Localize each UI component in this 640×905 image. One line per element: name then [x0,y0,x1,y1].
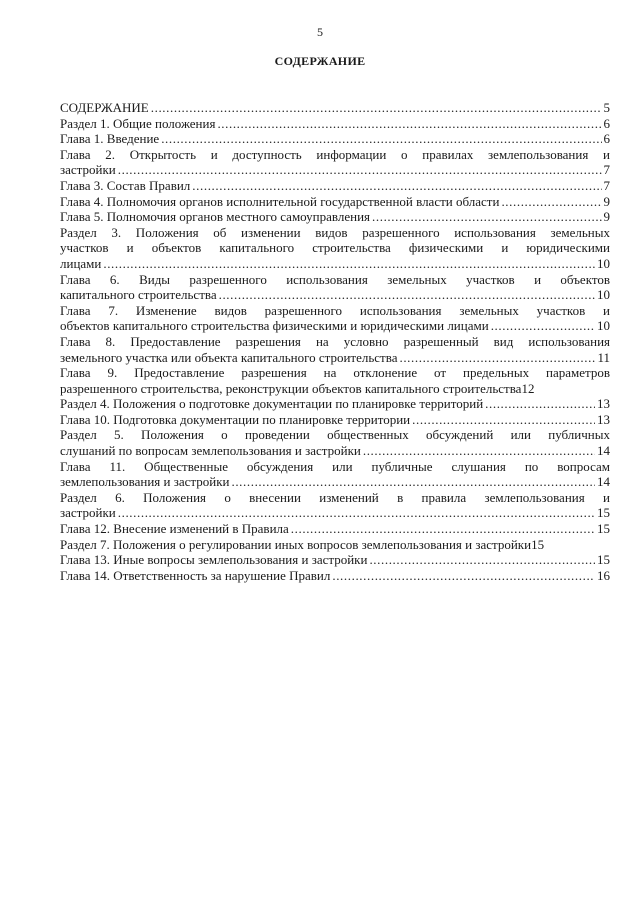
toc-entry[interactable] [60,131,610,147]
toc-entry-title-line: Раздел 5. Положения о проведении общественных обсуждений или публичных [60,427,610,443]
toc-entry[interactable] [60,194,610,210]
dotted-leader [118,162,602,178]
dotted-leader [501,194,601,210]
toc-entry-title-line: лицами [60,255,102,271]
toc-entry-title-line: землепользования и застройки [60,474,230,490]
toc-entry-title-line: земельного участка или объекта капитального строительства [60,349,398,365]
toc-entry[interactable] [60,552,610,568]
dotted-leader [231,474,595,490]
toc-entry-page: 5 [603,100,610,115]
toc-entry[interactable] [60,427,610,458]
toc-entry-page: 6 [603,131,610,147]
toc-entry[interactable] [60,568,610,584]
toc-entry[interactable] [60,521,610,537]
toc-entry-title-line: объектов капитального строительства физическими и юридическими лицами [60,318,489,334]
dotted-leader [399,350,595,366]
toc-entry[interactable] [60,334,610,365]
toc-entry-page: 13 [597,411,610,427]
dotted-leader [217,116,601,132]
toc-entry-title: Глава 10. Подготовка документации по планировке территории [60,411,411,427]
toc-entry[interactable] [60,100,610,116]
toc-entry-title: СОДЕРЖАНИЕ [60,100,149,115]
toc-entry-title-line: Глава 11. Общественные обсуждения или публичные слушания по вопросам [60,458,610,474]
toc-entry[interactable] [60,225,610,272]
toc-entry-page: 16 [597,567,610,583]
dotted-leader [372,209,601,225]
dotted-leader [118,505,595,521]
toc-entry-page: 7 [603,162,610,178]
toc-entry-page: 7 [603,177,610,193]
toc-entry[interactable] [60,396,610,412]
document-title: СОДЕРЖАНИЕ [274,54,366,68]
dotted-leader [192,178,601,194]
toc-entry-title: Глава 12. Внесение изменений в Правила [60,521,289,537]
toc-entry-title-line: капитального строительства [60,287,217,303]
toc-entry[interactable] [60,178,610,194]
toc-entry[interactable] [60,147,610,178]
dotted-leader [291,521,595,537]
toc-entry[interactable] [60,209,610,225]
toc-entry-title-line: Глава 6. Виды разрешенного использования земельных участков и объектов [60,271,610,287]
toc-entry[interactable] [60,272,610,303]
toc-entry-title-line: Глава 2. Открытость и доступность информации о правилах землепользования и [60,146,610,162]
toc-entry-title: Глава 5. Полномочия органов местного самоуправления [60,209,371,225]
toc-entry-page: 9 [603,209,610,225]
toc-entry[interactable] [60,412,610,428]
dotted-leader [332,568,595,584]
toc-entry-title-line: разрешенного строительства, реконструкции объектов капитального строительства [60,380,522,396]
toc-entry-title-line: Глава 9. Предоставление разрешения на отклонение от предельных параметров [60,365,610,381]
toc-entry-title-line: Раздел 3. Положения об изменении видов разрешенного использования земельных [60,224,610,240]
toc-entry-title: Глава 13. Иные вопросы землепользования и застройки [60,552,368,568]
toc-entry[interactable] [60,303,610,334]
toc-entry[interactable] [60,116,610,132]
toc-entry-title: Раздел 1. Общие положения [60,115,216,131]
toc-entry-page: 15 [597,505,610,521]
dotted-leader [151,100,602,116]
table-of-contents [60,100,610,583]
toc-entry-title: Раздел 4. Положения о подготовке документации по планировке территорий [60,396,484,412]
toc-entry-title-line: Раздел 6. Положения о внесении изменений в правила землепользования и [60,489,610,505]
dotted-leader [491,318,595,334]
toc-entry-page: 10 [597,287,610,303]
toc-entry-page: 14 [597,443,610,459]
toc-entry[interactable] [60,365,610,396]
toc-entry-page: 15 [531,536,545,552]
toc-entry-title-line: Глава 8. Предоставление разрешения на условно разрешенный вид использования [60,333,610,349]
page-number: 5 [317,25,323,39]
toc-entry-page: 10 [597,318,610,334]
toc-entry-page: 11 [597,349,610,365]
toc-entry-page: 10 [597,255,610,271]
dotted-leader [485,396,595,412]
dotted-leader [363,443,595,459]
toc-entry[interactable] [60,537,610,553]
dotted-leader [412,412,595,428]
toc-entry-title-line: застройки [60,505,116,521]
toc-entry-title: Глава 4. Полномочия органов исполнительной государственной власти области [60,193,500,209]
toc-entry-page: 9 [603,193,610,209]
toc-entry-page: 15 [597,552,610,568]
toc-entry-title: Глава 14. Ответственность за нарушение Правил [60,567,331,583]
toc-entry-title-line: участков и объектов капитального строительства физическими и юридическими [60,240,610,256]
toc-entry-page: 15 [597,521,610,537]
toc-entry-title-line: застройки [60,162,116,178]
toc-entry-page: 6 [603,115,610,131]
toc-entry-title: Глава 1. Введение [60,131,160,147]
dotted-leader [219,287,595,303]
dotted-leader [161,131,601,147]
toc-entry-page: 14 [597,474,610,490]
toc-entry-title: Глава 3. Состав Правил [60,177,191,193]
toc-entry[interactable] [60,490,610,521]
dotted-leader [369,552,595,568]
dotted-leader [103,256,595,272]
toc-entry-title-line: слушаний по вопросам землепользования и застройки [60,443,361,459]
toc-entry-title-line: Глава 7. Изменение видов разрешенного использования земельных участков и [60,302,610,318]
toc-entry-title: Раздел 7. Положения о регулировании иных вопросов землепользования и застройки [60,536,532,552]
toc-entry-page: 13 [597,396,610,412]
toc-entry-page: 12 [521,380,535,396]
toc-entry[interactable] [60,459,610,490]
